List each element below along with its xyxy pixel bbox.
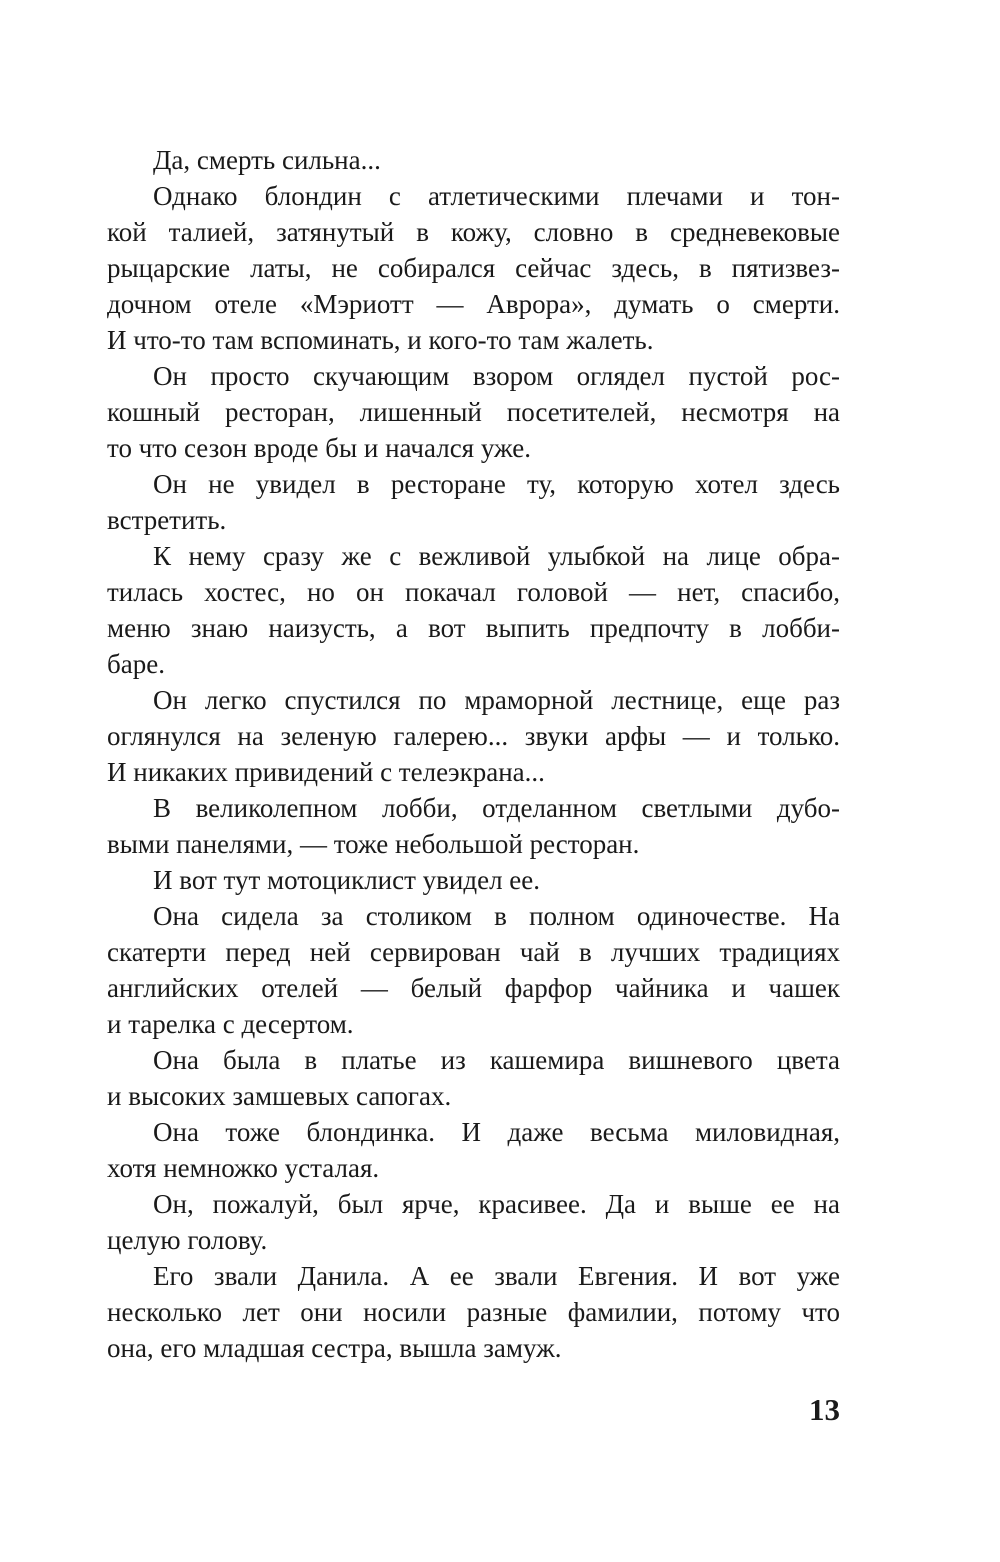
text-line: и высоких замшевых сапогах.: [107, 1081, 452, 1111]
text-line: И вот тут мотоциклист увидел ее.: [153, 865, 541, 895]
text-line: целую голову.: [107, 1225, 268, 1255]
text-line: рыцарские латы, не собирался сейчас здесь, в пятизвез-: [107, 253, 840, 283]
text-line: встретить.: [107, 505, 227, 535]
text-line: Она сидела за столиком в полном одиночестве. На: [153, 901, 840, 931]
text-line: скатерти перед ней сервирован чай в лучших традициях: [107, 937, 840, 967]
text-line: В великолепном лобби, отделанном светлыми дубо-: [153, 793, 840, 823]
text-line: Он легко спустился по мраморной лестнице, еще раз: [153, 685, 840, 715]
text-line: Он, пожалуй, был ярче, красивее. Да и выше ее на: [153, 1189, 840, 1219]
text-line: оглянулся на зеленую галерею... звуки арфы — и только.: [107, 721, 840, 751]
text-line: Его звали Данила. А ее звали Евгения. И вот уже: [153, 1261, 840, 1291]
text-line: английских отелей — белый фарфор чайника и чашек: [107, 973, 840, 1003]
text-line: Она тоже блондинка. И даже весьма миловидная,: [153, 1117, 840, 1147]
text-line: выми панелями, — тоже небольшой ресторан.: [107, 829, 640, 859]
text-line: Она была в платье из кашемира вишневого цвета: [153, 1045, 840, 1075]
text-line: Да, смерть сильна...: [153, 145, 381, 175]
text-line: Однако блондин с атлетическими плечами и тон-: [153, 181, 840, 211]
text-line: И что-то там вспоминать, и кого-то там жалеть.: [107, 325, 654, 355]
text-line: дочном отеле «Мэриотт — Аврора», думать о смерти.: [107, 289, 840, 319]
page-number: 13: [809, 1392, 840, 1427]
text-line: она, его младшая сестра, вышла замуж.: [107, 1333, 562, 1363]
text-line: то что сезон вроде бы и начался уже.: [107, 433, 532, 463]
text-line: Он не увидел в ресторане ту, которую хотел здесь: [153, 469, 840, 499]
text-line: К нему сразу же с вежливой улыбкой на лице обра-: [153, 541, 840, 571]
body-text: [107, 142, 840, 1366]
text-line: кошный ресторан, лишенный посетителей, несмотря на: [107, 397, 840, 427]
text-line: меню знаю наизусть, а вот выпить предпочту в лобби-: [107, 613, 840, 643]
text-line: кой талией, затянутый в кожу, словно в средневековые: [107, 217, 840, 247]
text-line: И никаких привидений с телеэкрана...: [107, 757, 545, 787]
text-line: несколько лет они носили разные фамилии, потому что: [107, 1297, 840, 1327]
text-line: баре.: [107, 649, 165, 679]
text-line: хотя немножко усталая.: [107, 1153, 380, 1183]
text-line: и тарелка с десертом.: [107, 1009, 354, 1039]
text-line: тилась хостес, но он покачал головой — нет, спасибо,: [107, 577, 840, 607]
text-line: Он просто скучающим взором оглядел пустой рос-: [153, 361, 840, 391]
